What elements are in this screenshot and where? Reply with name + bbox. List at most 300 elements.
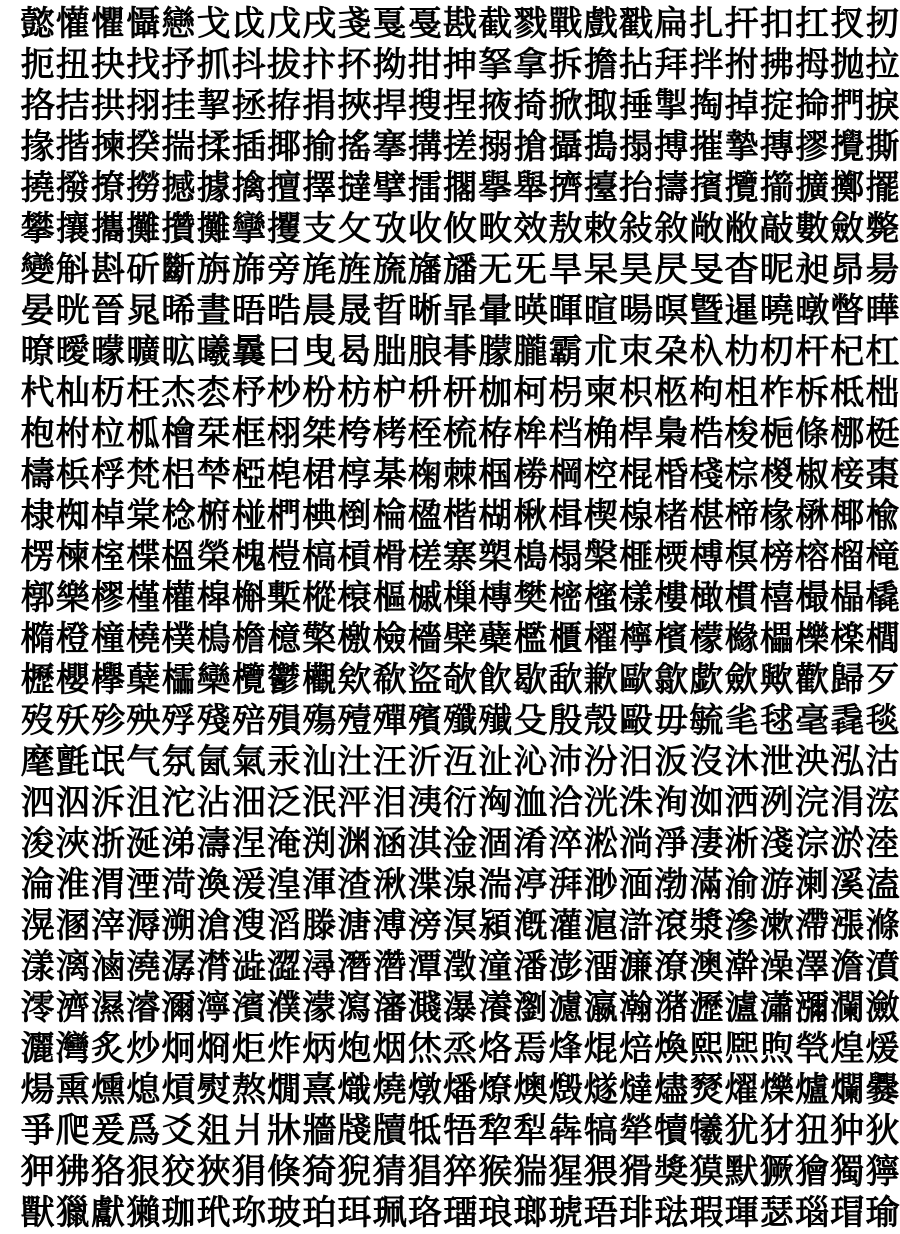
character-glyph: 煬 xyxy=(20,1070,55,1110)
character-glyph: 犖 xyxy=(619,1111,654,1151)
character-glyph: 栩 xyxy=(267,414,302,454)
character-glyph: 煢 xyxy=(795,1029,830,1069)
character-glyph: 柎 xyxy=(55,414,90,454)
character-glyph: 搆 xyxy=(407,127,442,167)
character-glyph: 椹 xyxy=(689,496,724,536)
character-glyph: 柝 xyxy=(795,373,830,413)
character-glyph: 獪 xyxy=(795,1152,830,1192)
character-glyph: 溥 xyxy=(372,906,407,946)
character-glyph: 歇 xyxy=(513,660,548,700)
character-glyph: 汪 xyxy=(372,742,407,782)
character-glyph: 殄 xyxy=(91,701,125,741)
character-glyph: 檸 xyxy=(619,619,654,659)
character-glyph: 猩 xyxy=(548,1152,583,1192)
character-glyph: 揩 xyxy=(55,127,90,167)
character-glyph: 擡 xyxy=(583,168,618,208)
character-glyph: 晟 xyxy=(337,291,372,331)
character-glyph: 晉 xyxy=(91,291,125,331)
character-glyph: 榴 xyxy=(830,537,865,577)
character-glyph: 烱 xyxy=(196,1029,231,1069)
character-glyph: 氤 xyxy=(196,742,231,782)
character-glyph: 浙 xyxy=(91,824,125,864)
character-glyph: 浹 xyxy=(55,824,90,864)
character-glyph: 捫 xyxy=(830,86,865,126)
character-glyph: 杳 xyxy=(724,250,759,290)
character-glyph: 湟 xyxy=(267,865,302,905)
character-glyph: 洶 xyxy=(478,783,513,823)
character-glyph: 杰 xyxy=(161,373,196,413)
character-glyph: 毬 xyxy=(759,701,794,741)
character-glyph: 懽 xyxy=(55,4,90,44)
character-glyph: 欸 xyxy=(337,660,372,700)
character-glyph: 樊 xyxy=(513,578,548,618)
character-glyph: 濺 xyxy=(407,988,442,1028)
character-glyph: 殘 xyxy=(196,701,231,741)
character-glyph: 攪 xyxy=(830,127,865,167)
character-glyph: 拂 xyxy=(759,45,794,85)
character-glyph: 搶 xyxy=(513,127,548,167)
character-glyph: 拔 xyxy=(267,45,302,85)
character-glyph: 找 xyxy=(126,45,161,85)
character-row xyxy=(20,1193,900,1234)
character-glyph: 燹 xyxy=(689,1070,724,1110)
character-glyph: 滬 xyxy=(583,906,618,946)
character-glyph: 狠 xyxy=(126,1152,161,1192)
character-glyph: 濬 xyxy=(126,988,161,1028)
character-glyph: 漓 xyxy=(55,947,90,987)
character-glyph: 游 xyxy=(759,865,794,905)
character-glyph: 毳 xyxy=(830,701,865,741)
character-row xyxy=(20,45,900,86)
character-glyph: 殤 xyxy=(302,701,337,741)
character-glyph: 畋 xyxy=(478,209,513,249)
character-glyph: 戌 xyxy=(302,4,337,44)
character-glyph: 懾 xyxy=(126,4,161,44)
character-glyph: 槊 xyxy=(478,537,513,577)
character-glyph: 汕 xyxy=(302,742,337,782)
character-glyph: 扁 xyxy=(654,4,689,44)
character-glyph: 溷 xyxy=(55,906,90,946)
character-glyph: 樣 xyxy=(619,578,654,618)
character-glyph: 戉 xyxy=(231,4,266,44)
character-glyph: 摎 xyxy=(795,127,830,167)
character-glyph: 揆 xyxy=(126,127,161,167)
character-glyph: 淮 xyxy=(55,865,90,905)
character-glyph: 棗 xyxy=(865,455,900,495)
character-glyph: 樔 xyxy=(443,578,478,618)
character-row xyxy=(20,291,900,332)
character-glyph: 濱 xyxy=(231,988,266,1028)
character-glyph: 梔 xyxy=(759,414,794,454)
character-glyph: 琿 xyxy=(724,1193,759,1233)
character-glyph: 爼 xyxy=(196,1111,231,1151)
character-glyph: 擔 xyxy=(583,45,618,85)
character-glyph: 烙 xyxy=(478,1029,513,1069)
character-glyph: 渤 xyxy=(654,865,689,905)
character-glyph: 槧 xyxy=(267,578,302,618)
character-glyph: 捏 xyxy=(443,86,478,126)
character-row xyxy=(20,168,900,209)
character-glyph: 枡 xyxy=(407,373,442,413)
character-glyph: 珀 xyxy=(302,1193,337,1233)
character-row xyxy=(20,1152,900,1193)
character-glyph: 拗 xyxy=(372,45,407,85)
character-row xyxy=(20,4,900,45)
character-glyph: 檳 xyxy=(654,619,689,659)
character-row xyxy=(20,660,900,701)
character-glyph: 涕 xyxy=(161,824,196,864)
character-glyph: 燒 xyxy=(372,1070,407,1110)
character-row xyxy=(20,906,900,947)
character-row xyxy=(20,865,900,906)
character-glyph: 抬 xyxy=(619,168,654,208)
character-glyph: 档 xyxy=(548,414,583,454)
character-glyph: 曳 xyxy=(302,332,337,372)
character-glyph: 挧 xyxy=(126,86,161,126)
character-glyph: 洸 xyxy=(583,783,618,823)
character-glyph: 敕 xyxy=(583,209,618,249)
character-glyph: 擅 xyxy=(267,168,302,208)
character-glyph: 瀲 xyxy=(865,988,900,1028)
character-glyph: 倏 xyxy=(267,1152,302,1192)
character-glyph: 楔 xyxy=(583,496,618,536)
character-glyph: 梃 xyxy=(865,414,900,454)
character-glyph: 桍 xyxy=(337,414,372,454)
character-glyph: 攷 xyxy=(372,209,407,249)
character-glyph: 殞 xyxy=(267,701,302,741)
character-glyph: 琅 xyxy=(478,1193,513,1233)
character-glyph: 淨 xyxy=(654,824,689,864)
character-glyph: 柢 xyxy=(830,373,865,413)
character-glyph: 槞 xyxy=(865,537,900,577)
character-glyph: 洌 xyxy=(759,783,794,823)
character-glyph: 滸 xyxy=(619,906,654,946)
character-glyph: 獵 xyxy=(55,1193,90,1233)
character-glyph: 泱 xyxy=(795,742,830,782)
character-glyph: 泛 xyxy=(267,783,302,823)
character-glyph: 檠 xyxy=(302,619,337,659)
character-glyph: 杁 xyxy=(689,332,724,372)
character-glyph: 樞 xyxy=(372,578,407,618)
character-glyph: 杠 xyxy=(865,332,900,372)
character-glyph: 澂 xyxy=(443,947,478,987)
character-glyph: 樮 xyxy=(654,537,689,577)
character-glyph: 滂 xyxy=(407,906,442,946)
character-glyph: 曄 xyxy=(865,291,900,331)
character-glyph: 榑 xyxy=(689,537,724,577)
character-glyph: 櫃 xyxy=(548,619,583,659)
character-glyph: 珈 xyxy=(161,1193,196,1233)
character-glyph: 澀 xyxy=(267,947,302,987)
character-glyph: 獗 xyxy=(759,1152,794,1192)
character-glyph: 槹 xyxy=(196,578,231,618)
character-glyph: 玻 xyxy=(267,1193,302,1233)
character-glyph: 洟 xyxy=(407,783,442,823)
character-glyph: 沛 xyxy=(548,742,583,782)
character-glyph: 槨 xyxy=(20,578,55,618)
character-glyph: 梠 xyxy=(161,455,196,495)
character-glyph: 渺 xyxy=(583,865,618,905)
character-glyph: 爰 xyxy=(91,1111,125,1151)
character-glyph: 柬 xyxy=(583,373,618,413)
character-glyph: 櫺 xyxy=(161,660,196,700)
character-glyph: 牀 xyxy=(267,1111,302,1151)
character-glyph: 拱 xyxy=(91,86,125,126)
character-glyph: 熹 xyxy=(302,1070,337,1110)
character-glyph: 瀰 xyxy=(795,988,830,1028)
character-glyph: 昴 xyxy=(830,250,865,290)
character-glyph: 棕 xyxy=(724,455,759,495)
character-glyph: 淪 xyxy=(20,865,55,905)
character-glyph: 晰 xyxy=(407,291,442,331)
character-glyph: 擯 xyxy=(689,168,724,208)
character-glyph: 栫 xyxy=(478,414,513,454)
character-glyph: 殯 xyxy=(407,701,442,741)
character-glyph: 旛 xyxy=(407,250,442,290)
character-glyph: 橈 xyxy=(126,619,161,659)
character-glyph: 收 xyxy=(407,209,442,249)
character-glyph: 權 xyxy=(161,578,196,618)
character-glyph: 瑟 xyxy=(759,1193,794,1233)
character-glyph: 衍 xyxy=(443,783,478,823)
character-glyph: 椨 xyxy=(196,496,231,536)
character-glyph: 杞 xyxy=(830,332,865,372)
character-glyph: 湮 xyxy=(126,865,161,905)
character-glyph: 泅 xyxy=(55,783,90,823)
character-glyph: 狒 xyxy=(55,1152,90,1192)
character-glyph: 蘗 xyxy=(478,619,513,659)
character-glyph: 溟 xyxy=(443,906,478,946)
character-glyph: 搦 xyxy=(478,127,513,167)
character-glyph: 朖 xyxy=(407,332,442,372)
character-glyph: 猊 xyxy=(337,1152,372,1192)
character-glyph: 灑 xyxy=(20,1029,55,1069)
character-glyph: 燎 xyxy=(478,1070,513,1110)
character-glyph: 椰 xyxy=(830,496,865,536)
character-glyph: 戡 xyxy=(443,4,478,44)
character-glyph: 揣 xyxy=(161,127,196,167)
character-glyph: 槁 xyxy=(302,537,337,577)
character-glyph: 栲 xyxy=(372,414,407,454)
character-glyph: 攝 xyxy=(548,127,583,167)
character-glyph: 獰 xyxy=(865,1152,900,1192)
character-glyph: 漲 xyxy=(830,906,865,946)
character-glyph: 槭 xyxy=(407,578,442,618)
character-glyph: 梭 xyxy=(724,414,759,454)
character-glyph: 炳 xyxy=(302,1029,337,1069)
character-glyph: 洫 xyxy=(513,783,548,823)
character-glyph: 抓 xyxy=(196,45,231,85)
character-glyph: 抃 xyxy=(302,45,337,85)
character-glyph: 燗 xyxy=(267,1070,302,1110)
character-glyph: 櫑 xyxy=(759,619,794,659)
character-glyph: 盜 xyxy=(407,660,442,700)
character-glyph: 檻 xyxy=(513,619,548,659)
character-glyph: 樛 xyxy=(91,578,125,618)
character-glyph: 桾 xyxy=(302,455,337,495)
character-glyph: 拏 xyxy=(478,45,513,85)
character-glyph: 熈 xyxy=(724,1029,759,1069)
character-glyph: 渾 xyxy=(302,865,337,905)
character-row xyxy=(20,578,900,619)
character-glyph: 椶 xyxy=(759,455,794,495)
character-glyph: 潭 xyxy=(407,947,442,987)
character-glyph: 淞 xyxy=(583,824,618,864)
character-glyph: 旄 xyxy=(302,250,337,290)
character-glyph: 淆 xyxy=(513,824,548,864)
character-glyph: 楫 xyxy=(548,496,583,536)
character-glyph: 椁 xyxy=(337,455,372,495)
character-glyph: 柞 xyxy=(759,373,794,413)
character-glyph: 戮 xyxy=(513,4,548,44)
character-glyph: 杙 xyxy=(20,373,55,413)
character-glyph: 瀛 xyxy=(583,988,618,1028)
character-glyph: 檣 xyxy=(407,619,442,659)
character-glyph: 曰 xyxy=(267,332,302,372)
character-glyph: 扞 xyxy=(724,4,759,44)
character-glyph: 犒 xyxy=(583,1111,618,1151)
character-glyph: 琺 xyxy=(654,1193,689,1233)
character-glyph: 戛 xyxy=(372,4,407,44)
character-glyph: 漱 xyxy=(759,906,794,946)
character-glyph: 楜 xyxy=(478,496,513,536)
character-glyph: 挌 xyxy=(20,86,55,126)
character-glyph: 楞 xyxy=(20,537,55,577)
character-glyph: 麾 xyxy=(20,742,55,782)
character-glyph: 殪 xyxy=(337,701,372,741)
character-glyph: 燉 xyxy=(407,1070,442,1110)
character-glyph: 狡 xyxy=(161,1152,196,1192)
character-glyph: 楪 xyxy=(126,537,161,577)
character-glyph: 炸 xyxy=(267,1029,302,1069)
character-glyph: 歔 xyxy=(689,660,724,700)
character-glyph: 楾 xyxy=(619,496,654,536)
character-glyph: 滌 xyxy=(865,906,900,946)
character-glyph: 敲 xyxy=(759,209,794,249)
character-glyph: 檬 xyxy=(689,619,724,659)
character-glyph: 湎 xyxy=(619,865,654,905)
character-glyph: 擣 xyxy=(654,168,689,208)
character-glyph: 瑙 xyxy=(795,1193,830,1233)
character-glyph: 攵 xyxy=(337,209,372,249)
character-glyph: 淤 xyxy=(830,824,865,864)
character-glyph: 狄 xyxy=(865,1111,900,1151)
character-glyph: 涵 xyxy=(372,824,407,864)
character-glyph: 炒 xyxy=(126,1029,161,1069)
character-glyph: 杼 xyxy=(231,373,266,413)
character-glyph: 揄 xyxy=(302,127,337,167)
character-glyph: 枋 xyxy=(337,373,372,413)
character-glyph: 槃 xyxy=(583,537,618,577)
character-glyph: 摯 xyxy=(724,127,759,167)
character-glyph: 澑 xyxy=(583,947,618,987)
character-glyph: 櫟 xyxy=(795,619,830,659)
character-glyph: 撓 xyxy=(20,168,55,208)
character-glyph: 殱 xyxy=(478,701,513,741)
character-glyph: 澁 xyxy=(231,947,266,987)
character-glyph: 橢 xyxy=(20,619,55,659)
character-glyph: 槎 xyxy=(407,537,442,577)
character-glyph: 溂 xyxy=(795,865,830,905)
character-glyph: 橸 xyxy=(830,578,865,618)
character-glyph: 桎 xyxy=(407,414,442,454)
character-glyph: 毫 xyxy=(795,701,830,741)
character-glyph: 擂 xyxy=(407,168,442,208)
character-glyph: 掟 xyxy=(759,86,794,126)
character-glyph: 玳 xyxy=(196,1193,231,1233)
character-glyph: 擶 xyxy=(759,168,794,208)
character-glyph: 煥 xyxy=(654,1029,689,1069)
character-glyph: 枌 xyxy=(302,373,337,413)
character-glyph: 榲 xyxy=(161,537,196,577)
character-glyph: 枳 xyxy=(619,373,654,413)
character-glyph: 猖 xyxy=(407,1152,442,1192)
character-glyph: 炮 xyxy=(337,1029,372,1069)
character-glyph: 斂 xyxy=(830,209,865,249)
character-glyph: 瀑 xyxy=(443,988,478,1028)
character-glyph: 珸 xyxy=(583,1193,618,1233)
character-glyph: 柯 xyxy=(513,373,548,413)
character-glyph: 敝 xyxy=(724,209,759,249)
character-glyph: 桀 xyxy=(302,414,337,454)
character-glyph: 澪 xyxy=(20,988,55,1028)
character-glyph: 旒 xyxy=(372,250,407,290)
character-glyph: 珎 xyxy=(231,1193,266,1233)
character-glyph: 犲 xyxy=(759,1111,794,1151)
character-glyph: 涸 xyxy=(478,824,513,864)
character-glyph: 暝 xyxy=(654,291,689,331)
character-glyph: 捐 xyxy=(302,86,337,126)
character-glyph: 樂 xyxy=(55,578,90,618)
character-glyph: 梺 xyxy=(196,455,231,495)
character-glyph: 椦 xyxy=(513,455,548,495)
character-glyph: 晝 xyxy=(196,291,231,331)
character-glyph: 泗 xyxy=(20,783,55,823)
character-glyph: 掀 xyxy=(548,86,583,126)
character-glyph: 撥 xyxy=(55,168,90,208)
character-glyph: 撻 xyxy=(337,168,372,208)
character-glyph: 梛 xyxy=(830,414,865,454)
character-glyph: 棊 xyxy=(372,455,407,495)
character-glyph: 晤 xyxy=(231,291,266,331)
character-glyph: 歡 xyxy=(795,660,830,700)
character-glyph: 漑 xyxy=(513,906,548,946)
character-glyph: 拵 xyxy=(267,86,302,126)
character-glyph: 煖 xyxy=(865,1029,900,1069)
character-glyph: 樒 xyxy=(548,578,583,618)
character-glyph: 椥 xyxy=(55,496,90,536)
character-glyph: 斛 xyxy=(55,250,90,290)
character-glyph: 猯 xyxy=(513,1152,548,1192)
character-glyph: 濂 xyxy=(619,947,654,987)
character-glyph: 爍 xyxy=(759,1070,794,1110)
character-glyph: 搗 xyxy=(583,127,618,167)
character-glyph: 杪 xyxy=(267,373,302,413)
character-glyph: 氈 xyxy=(55,742,90,782)
character-glyph: 濔 xyxy=(161,988,196,1028)
character-glyph: 湃 xyxy=(548,865,583,905)
character-glyph: 朶 xyxy=(654,332,689,372)
character-glyph: 瀉 xyxy=(337,988,372,1028)
character-glyph: 煌 xyxy=(830,1029,865,1069)
character-glyph: 殫 xyxy=(372,701,407,741)
character-glyph: 捩 xyxy=(865,86,900,126)
character-glyph: 狷 xyxy=(231,1152,266,1192)
character-glyph: 溲 xyxy=(231,906,266,946)
character-glyph: 汨 xyxy=(619,742,654,782)
character-glyph: 滲 xyxy=(724,906,759,946)
character-glyph: 晄 xyxy=(55,291,90,331)
